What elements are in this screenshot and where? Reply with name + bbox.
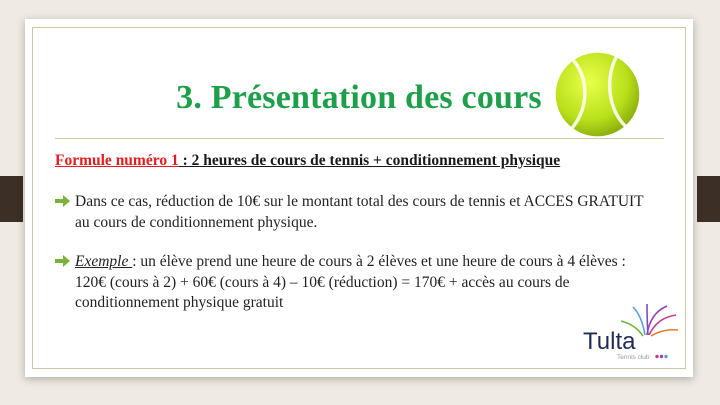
bullet-item-example [55, 252, 655, 314]
slide-title: 3. Présentation des cours [176, 79, 542, 116]
formula-heading [55, 152, 560, 170]
bullet-item-reduction [55, 192, 655, 233]
bullet-text: Dans ce cas, réduction de 10€ sur le montant total des cours de tennis et ACCES GRATUIT au cours de conditionnement physique. [75, 193, 644, 231]
slide [25, 19, 693, 377]
right-arrow-icon [55, 194, 71, 208]
formula-text: : 2 heures de cours de tennis + conditionnement physique [178, 152, 561, 169]
formula-label: Formule numéro 1 [55, 152, 179, 169]
bullet-text [75, 252, 655, 314]
logo-brand: Tulta [583, 328, 636, 355]
example-label: Exemple [75, 253, 133, 270]
right-side-bar [697, 176, 720, 222]
right-arrow-icon [55, 254, 71, 268]
left-side-bar [0, 176, 23, 222]
title-divider [55, 138, 664, 139]
logo-subtitle: Tennis club [617, 354, 650, 361]
example-text: : un élève prend une heure de cours à 2 élèves et une heure de cours à 4 élèves : 120€ (cours à 2) + 60€ (cours à 4) – 10€ (réduction) = 170€ + accès au cours de conditionnement physique gratuit [75, 253, 626, 311]
tulta-logo [581, 303, 679, 365]
tennis-ball-icon [554, 51, 641, 138]
